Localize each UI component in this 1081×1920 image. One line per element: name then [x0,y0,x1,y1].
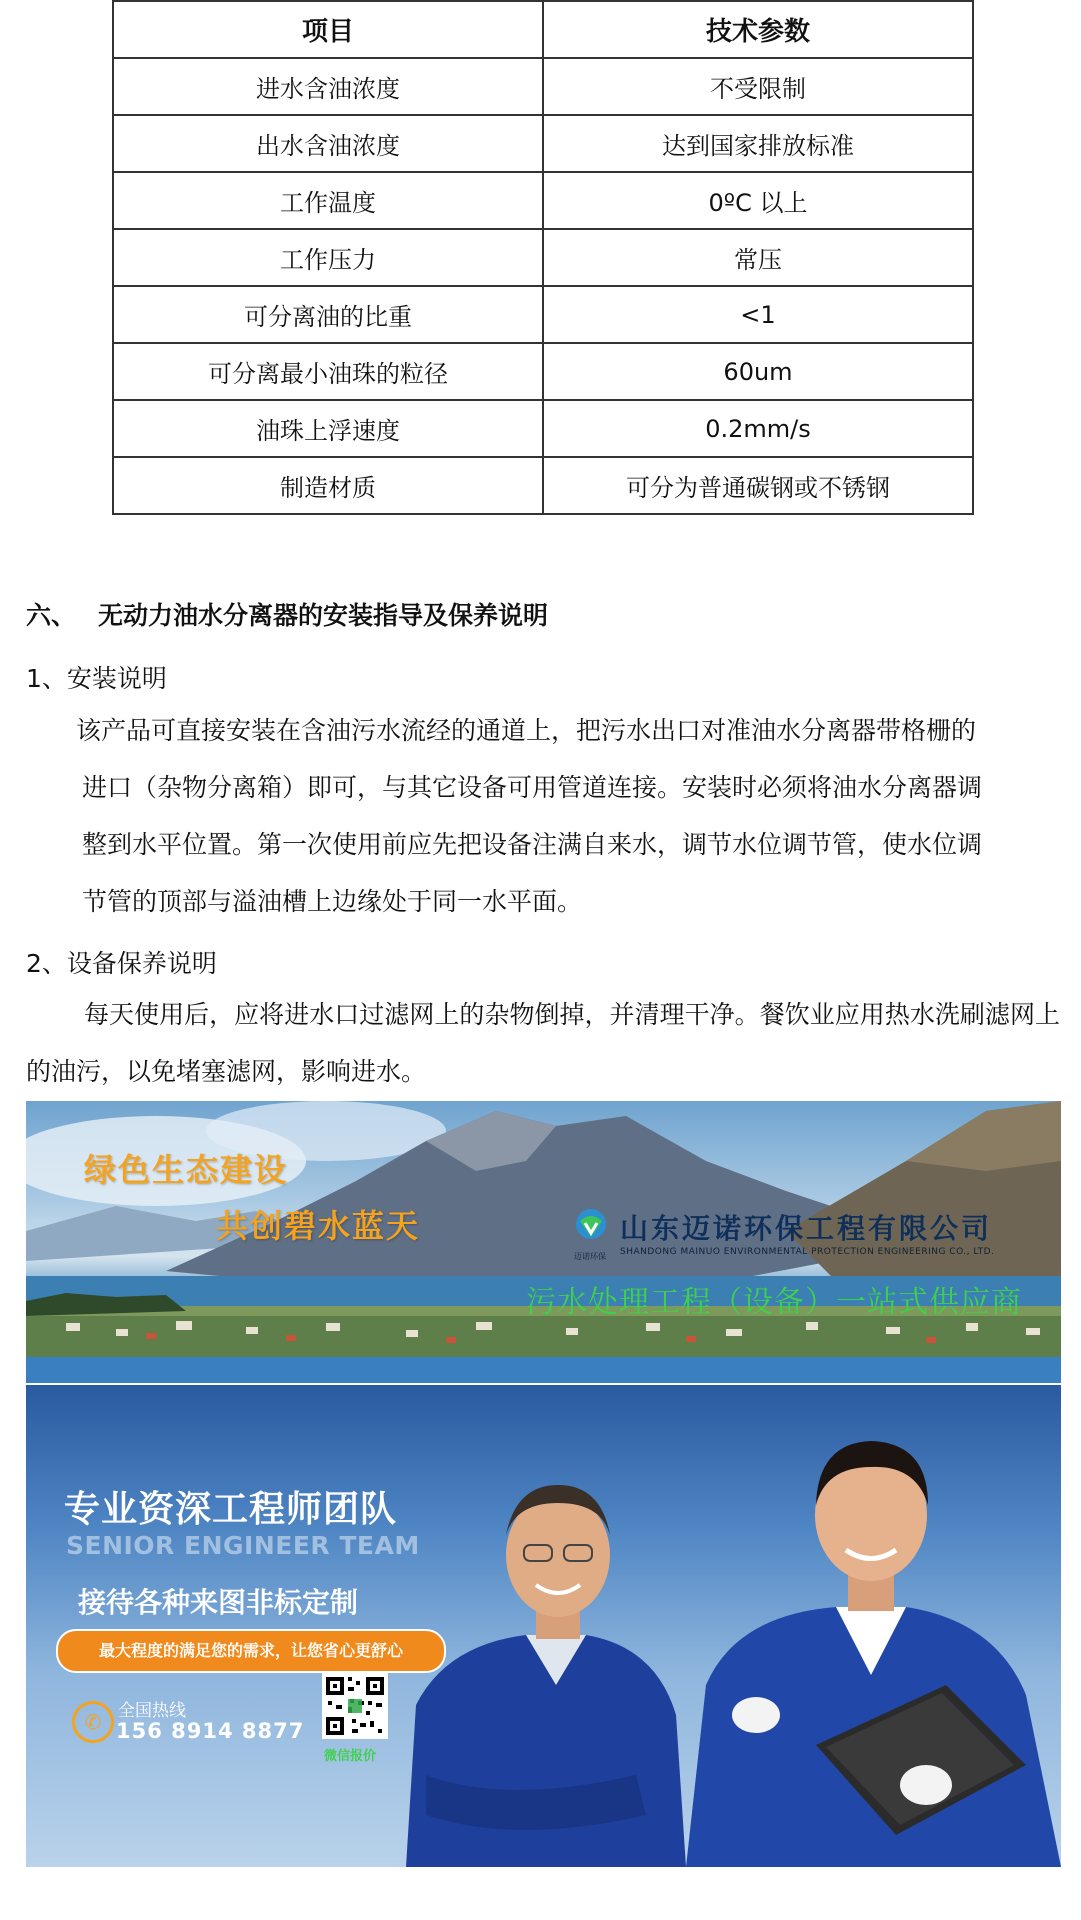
engineer-team-banner [26,1385,1061,1867]
company-name-en: SHANDONG MAINUO ENVIRONMENTAL PROTECTION ENGINEERING CO., LTD. [620,1247,995,1257]
engineers-illustration [386,1385,1061,1867]
qr-caption: 微信报价 [324,1749,377,1764]
row-value: 0ºC 以上 [543,172,973,229]
qr-code-icon [322,1673,388,1739]
section-title [26,596,548,632]
install-line: 该产品可直接安装在含油污水流经的通道上，把污水出口对准油水分离器带格栅的 [76,716,977,745]
row-label: 油珠上浮速度 [113,400,543,457]
section-number: 六、 [26,601,77,630]
header-param: 技术参数 [543,1,973,58]
maintenance-paragraph: 每天使用后，应将进水口过滤网上的杂物倒掉，并清理干净。餐饮业应用热水洗刷滤网上的油污，以免堵塞滤网，影响进水。 [26,1000,1060,1086]
row-label: 工作温度 [113,172,543,229]
hotline-number: 156 8914 8877 [116,1719,305,1743]
table-row [113,172,973,229]
custom-order-subtitle: 接待各种来图非标定制 [78,1586,359,1619]
spec-table [112,0,974,515]
slogan-clear-water: 共创碧水蓝天 [216,1207,421,1245]
team-title: 专业资深工程师团队 [64,1489,398,1530]
table-row [113,58,973,115]
company-name-cn: 山东迈诺环保工程有限公司 [620,1212,993,1245]
row-label: 工作压力 [113,229,543,286]
install-paragraph [76,702,1060,930]
row-label: 制造材质 [113,457,543,514]
company-logo-icon [574,1207,608,1241]
promise-pill: 最大程度的满足您的需求，让您省心更舒心 [56,1629,446,1673]
install-line: 进口（杂物分离箱）即可，与其它设备可用管道连接。安装时必须将油水分离器调 [82,773,983,802]
table-header-row [113,1,973,58]
table-row [113,286,973,343]
hotline-label: 全国热线 [118,1701,186,1721]
table-row [113,343,973,400]
table-row [113,400,973,457]
landscape-banner [26,1101,1061,1383]
row-label: 进水含油浓度 [113,58,543,115]
table-row [113,229,973,286]
row-label: 出水含油浓度 [113,115,543,172]
row-value: 60um [543,343,973,400]
maintenance-heading: 2、设备保养说明 [26,949,217,978]
row-label: 可分离油的比重 [113,286,543,343]
phone-icon: ✆ [72,1701,114,1743]
row-label: 可分离最小油珠的粒径 [113,343,543,400]
logo-caption: 迈诺环保 [574,1252,606,1261]
row-value: 不受限制 [543,58,973,115]
section-title-text: 无动力油水分离器的安装指导及保养说明 [98,601,549,630]
install-line: 整到水平位置。第一次使用前应先把设备注满自来水，调节水位调节管，使水位调 [82,830,983,859]
row-value: 0.2mm/s [543,400,973,457]
row-value: 达到国家排放标准 [543,115,973,172]
table-row [113,115,973,172]
row-value: 可分为普通碳钢或不锈钢 [543,457,973,514]
header-item: 项目 [113,1,543,58]
row-value: <1 [543,286,973,343]
tagline: 污水处理工程（设备）一站式供应商 [526,1285,1022,1320]
install-heading: 1、安装说明 [26,664,167,693]
row-value: 常压 [543,229,973,286]
table-row [113,457,973,514]
team-title-en: SENIOR ENGINEER TEAM [66,1531,420,1560]
slogan-green-ecology: 绿色生态建设 [84,1151,289,1189]
install-line: 节管的顶部与溢油槽上边缘处于同一水平面。 [82,887,583,916]
